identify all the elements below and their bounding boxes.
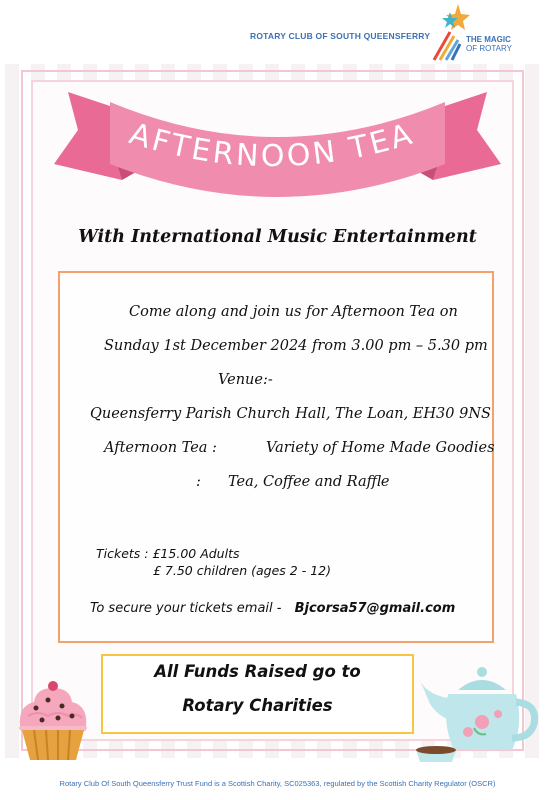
ticket-email-line <box>90 597 455 616</box>
logo-line-2: OF ROTARY <box>466 44 512 53</box>
funds-line-1: All Funds Raised go to <box>154 662 361 681</box>
funds-box <box>101 654 414 734</box>
afternoon-tea-label: Afternoon Tea : <box>104 440 217 456</box>
cupcake-icon <box>14 676 92 762</box>
teapot-icon <box>412 664 540 764</box>
charity-footer: Rotary Club Of South Queensferry Trust Fund is a Scottish Charity, SC025363, regulated by the Scottish Charity Regulator (OSCR) <box>59 779 496 788</box>
banner-title <box>112 110 432 194</box>
contact-email-link[interactable]: Bjcorsa57@gmail.com <box>294 601 456 616</box>
tea-item-goodies: Variety of Home Made Goodies <box>266 440 495 456</box>
ticket-price-children: £ 7.50 children (ages 2 - 12) <box>153 563 331 578</box>
ticket-price-adults: Tickets : £15.00 Adults <box>96 546 240 561</box>
logo-line-1: THE MAGIC <box>466 35 511 44</box>
date-time-line: Sunday 1st December 2024 from 3.00 pm – 5.30 pm <box>104 338 488 354</box>
email-label: To secure your tickets email - <box>90 601 282 616</box>
venue-address: Queensferry Parish Church Hall, The Loan, EH30 9NS <box>90 406 491 422</box>
intro-line: Come along and join us for Afternoon Tea on <box>129 304 458 320</box>
tea-colon: : <box>196 474 201 490</box>
rotary-logo-text <box>466 35 512 53</box>
tea-item-raffle: Tea, Coffee and Raffle <box>228 474 390 490</box>
event-details-box <box>58 271 494 643</box>
club-name: ROTARY CLUB OF SOUTH QUEENSFERRY <box>250 31 431 41</box>
event-subtitle: With International Music Entertainment <box>78 227 477 247</box>
svg-text:-AFTERNOON TEA-: AFTERNOON TEA <box>125 116 419 175</box>
shooting-star-icon <box>428 2 470 64</box>
funds-line-2: Rotary Charities <box>182 696 333 715</box>
venue-label: Venue:- <box>218 372 273 388</box>
